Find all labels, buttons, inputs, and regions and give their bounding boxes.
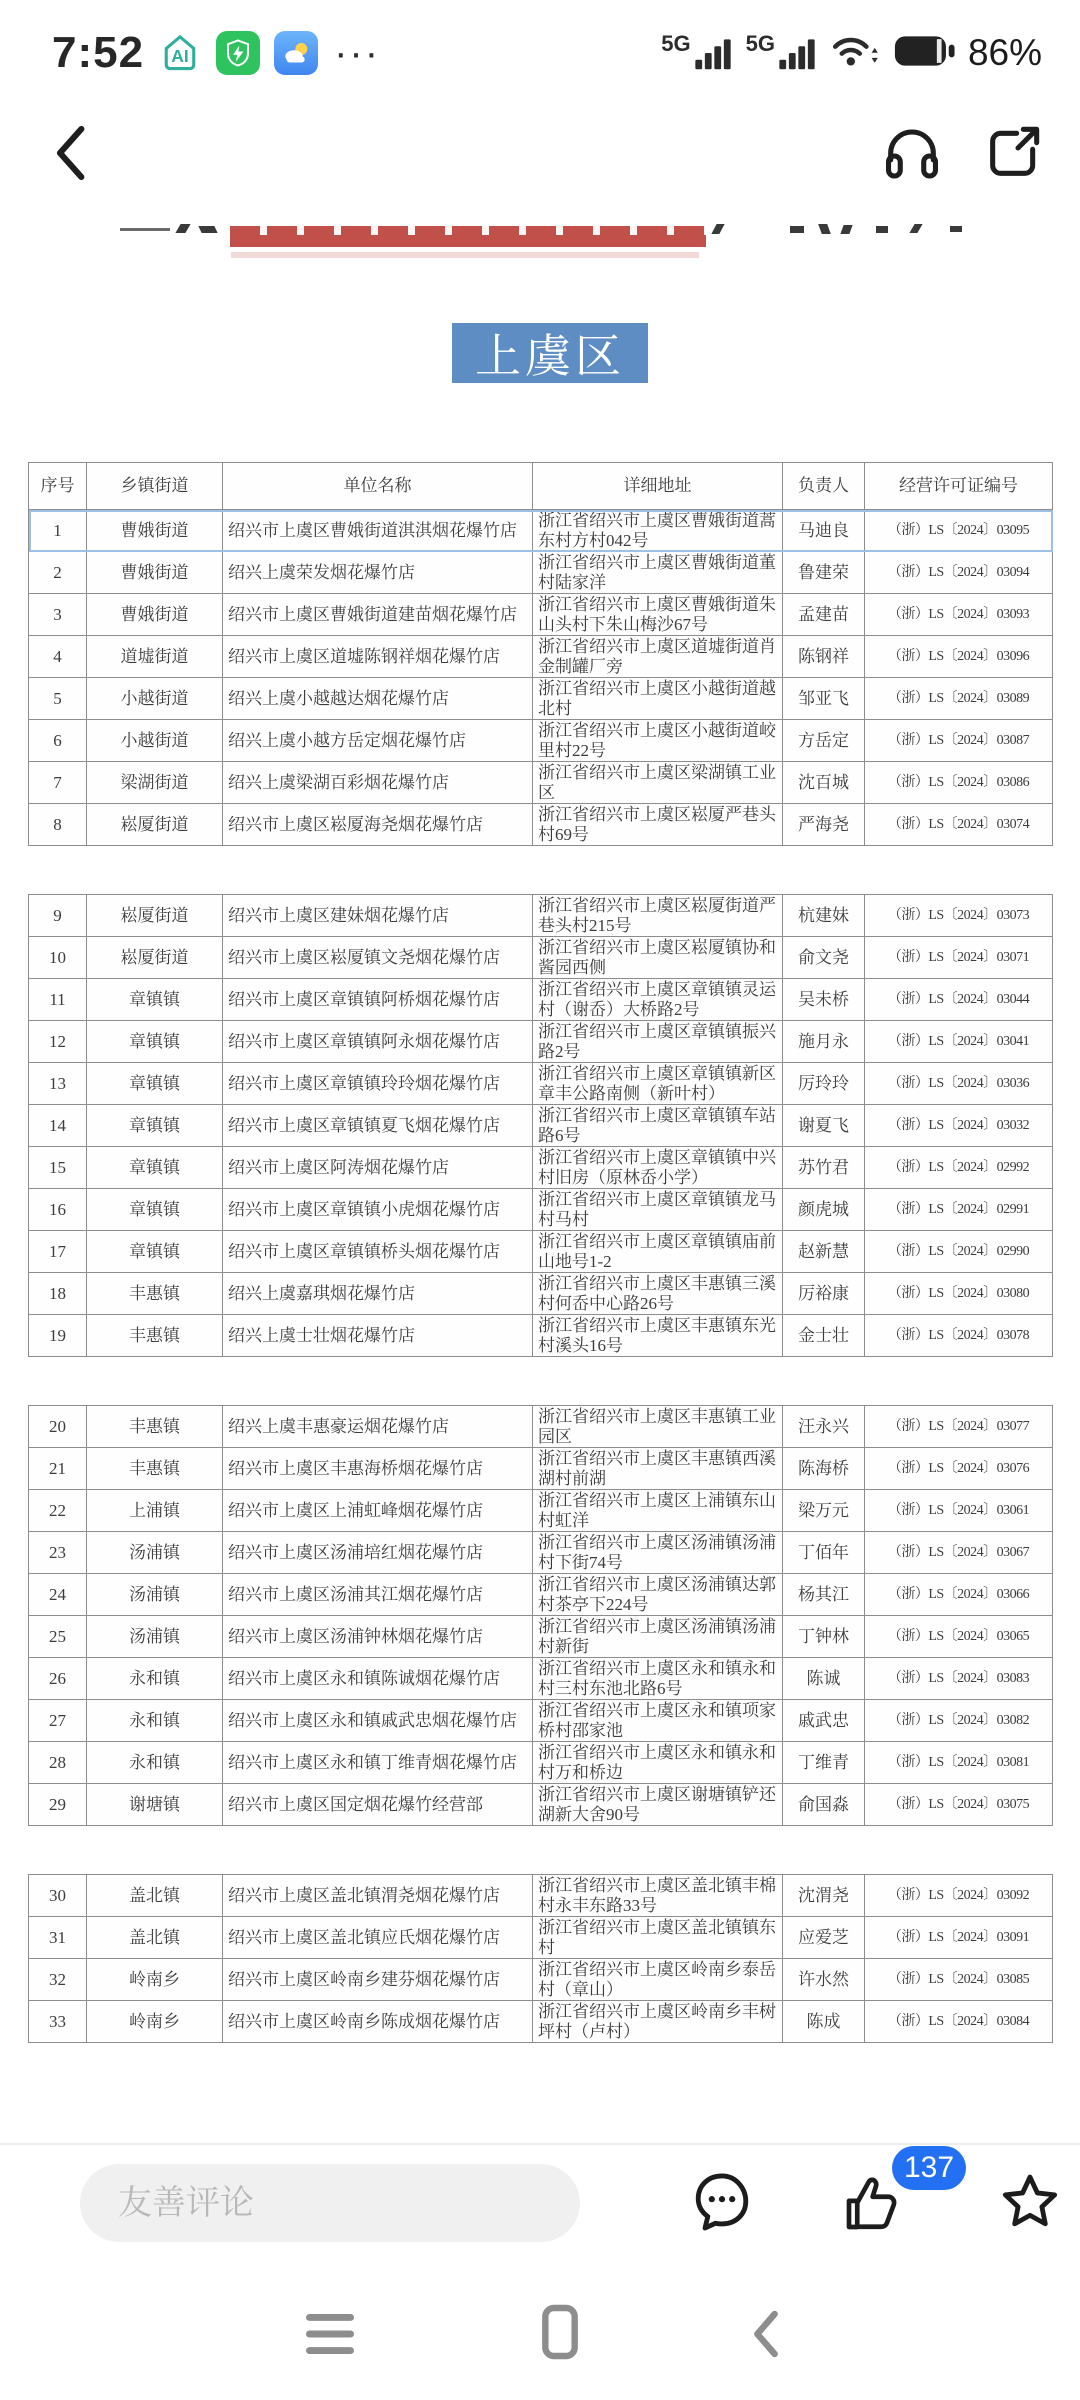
cell-address: 浙江省绍兴市上虞区岭南乡泰岳村（章山）	[533, 1959, 783, 2001]
cell-person: 鲁建荣	[783, 552, 865, 594]
cell-index: 10	[29, 937, 87, 979]
cell-name: 绍兴市上虞区汤浦其江烟花爆竹店	[223, 1574, 533, 1616]
cell-license: （浙）LS〔2024〕03081	[865, 1742, 1053, 1784]
cell-index: 5	[29, 678, 87, 720]
clipped-text-fragment	[840, 225, 852, 234]
table-row	[29, 762, 1053, 804]
cell-index: 11	[29, 979, 87, 1021]
recents-menu-icon[interactable]	[298, 2302, 362, 2366]
cell-town: 曹娥街道	[87, 552, 223, 594]
table-row	[29, 1105, 1053, 1147]
cell-license: （浙）LS〔2024〕03073	[865, 895, 1053, 937]
cell-index: 8	[29, 804, 87, 846]
table-row	[29, 2001, 1053, 2043]
cell-license: （浙）LS〔2024〕03083	[865, 1658, 1053, 1700]
cell-town: 曹娥街道	[87, 594, 223, 636]
cell-address: 浙江省绍兴市上虞区章镇镇龙马村马村	[533, 1189, 783, 1231]
cell-address: 浙江省绍兴市上虞区丰惠镇西溪湖村前湖	[533, 1448, 783, 1490]
cell-index: 4	[29, 636, 87, 678]
license-table-segment	[28, 1405, 1053, 1826]
cell-town: 丰惠镇	[87, 1406, 223, 1448]
table-row	[29, 804, 1053, 846]
cell-name: 绍兴市上虞区建妹烟花爆竹店	[223, 895, 533, 937]
share-icon[interactable]	[982, 120, 1046, 184]
cell-license: （浙）LS〔2024〕03065	[865, 1616, 1053, 1658]
cell-town: 汤浦镇	[87, 1532, 223, 1574]
cell-person: 马迪良	[783, 510, 865, 552]
cell-license: （浙）LS〔2024〕03067	[865, 1532, 1053, 1574]
clipped-headline	[0, 224, 1080, 264]
cell-name: 绍兴市上虞区永和镇陈诚烟花爆竹店	[223, 1658, 533, 1700]
cell-name: 绍兴市上虞区汤浦钟林烟花爆竹店	[223, 1616, 533, 1658]
cell-license: （浙）LS〔2024〕03077	[865, 1406, 1053, 1448]
cell-license: （浙）LS〔2024〕02990	[865, 1231, 1053, 1273]
cell-name: 绍兴市上虞区盖北镇应氏烟花爆竹店	[223, 1917, 533, 1959]
signal-sim1-icon: 5G	[661, 34, 733, 72]
cell-index: 20	[29, 1406, 87, 1448]
cell-index: 12	[29, 1021, 87, 1063]
cell-index: 19	[29, 1315, 87, 1357]
cell-address: 浙江省绍兴市上虞区永和镇永和村万和桥边	[533, 1742, 783, 1784]
cell-index: 3	[29, 594, 87, 636]
cell-address: 浙江省绍兴市上虞区章镇镇新区章丰公路南侧（新叶村）	[533, 1063, 783, 1105]
cell-town: 丰惠镇	[87, 1273, 223, 1315]
cell-name: 绍兴市上虞区章镇镇玲玲烟花爆竹店	[223, 1063, 533, 1105]
cell-person: 赵新慧	[783, 1231, 865, 1273]
comment-input[interactable]	[80, 2164, 580, 2242]
cell-index: 23	[29, 1532, 87, 1574]
cell-address: 浙江省绍兴市上虞区章镇镇振兴路2号	[533, 1021, 783, 1063]
cell-index: 7	[29, 762, 87, 804]
clock-time: 7:52	[52, 28, 145, 77]
system-nav-bar	[0, 2296, 1080, 2376]
ai-home-icon	[158, 31, 202, 75]
cell-town: 章镇镇	[87, 1021, 223, 1063]
cell-address: 浙江省绍兴市上虞区汤浦镇汤浦村新街	[533, 1616, 783, 1658]
cell-license: （浙）LS〔2024〕03076	[865, 1448, 1053, 1490]
cell-license: （浙）LS〔2024〕03041	[865, 1021, 1053, 1063]
license-table-segment	[28, 894, 1053, 1357]
cell-name: 绍兴市上虞区曹娥街道建苗烟花爆竹店	[223, 594, 533, 636]
cell-license: （浙）LS〔2024〕03066	[865, 1574, 1053, 1616]
weather-icon	[274, 31, 318, 75]
table-row	[29, 1406, 1053, 1448]
cell-name: 绍兴上虞小越越达烟花爆竹店	[223, 678, 533, 720]
cell-person: 陈诚	[783, 1658, 865, 1700]
cell-license: （浙）LS〔2024〕03082	[865, 1700, 1053, 1742]
cell-person: 颜虎城	[783, 1189, 865, 1231]
cell-name: 绍兴市上虞区阿涛烟花爆竹店	[223, 1147, 533, 1189]
cell-name: 绍兴市上虞区岭南乡建芬烟花爆竹店	[223, 1959, 533, 2001]
table-row	[29, 1315, 1053, 1357]
cell-address: 浙江省绍兴市上虞区曹娥街道董村陆家洋	[533, 552, 783, 594]
cell-license: （浙）LS〔2024〕03084	[865, 2001, 1053, 2043]
column-header-license: 经营许可证编号	[865, 463, 1053, 510]
column-header-index: 序号	[29, 463, 87, 510]
cell-person: 丁维青	[783, 1742, 865, 1784]
cell-person: 梁万元	[783, 1490, 865, 1532]
cell-index: 18	[29, 1273, 87, 1315]
cell-person: 陈海桥	[783, 1448, 865, 1490]
app-nav-bar	[0, 108, 1080, 198]
comment-input-pill[interactable]	[80, 2164, 580, 2242]
table-row	[29, 979, 1053, 1021]
cell-town: 崧厦街道	[87, 804, 223, 846]
cell-address: 浙江省绍兴市上虞区小越街道峧里村22号	[533, 720, 783, 762]
cell-license: （浙）LS〔2024〕03032	[865, 1105, 1053, 1147]
cell-index: 2	[29, 552, 87, 594]
cell-name: 绍兴上虞嘉琪烟花爆竹店	[223, 1273, 533, 1315]
cell-address: 浙江省绍兴市上虞区道墟街道肖金制罐厂旁	[533, 636, 783, 678]
cell-person: 沈百城	[783, 762, 865, 804]
cell-person: 吴未桥	[783, 979, 865, 1021]
cell-address: 浙江省绍兴市上虞区上浦镇东山村虹洋	[533, 1490, 783, 1532]
cell-name: 绍兴市上虞区章镇镇阿桥烟花爆竹店	[223, 979, 533, 1021]
table-row	[29, 1742, 1053, 1784]
table-row	[29, 1917, 1053, 1959]
clipped-text-fragment	[818, 224, 831, 234]
column-header-town: 乡镇街道	[87, 463, 223, 510]
clipped-text-fragment	[175, 224, 190, 233]
highlight-underline	[231, 252, 699, 258]
cell-address: 浙江省绍兴市上虞区章镇镇灵运村（谢岙）大桥路2号	[533, 979, 783, 1021]
cell-person: 杨其江	[783, 1574, 865, 1616]
cell-license: （浙）LS〔2024〕03061	[865, 1490, 1053, 1532]
cell-person: 厉裕康	[783, 1273, 865, 1315]
cell-name: 绍兴市上虞区章镇镇小虎烟花爆竹店	[223, 1189, 533, 1231]
cell-license: （浙）LS〔2024〕03078	[865, 1315, 1053, 1357]
cell-index: 13	[29, 1063, 87, 1105]
cell-person: 沈渭尧	[783, 1875, 865, 1917]
clipped-text-fragment	[876, 226, 888, 233]
column-header-name: 单位名称	[223, 463, 533, 510]
cell-index: 29	[29, 1784, 87, 1826]
cell-town: 永和镇	[87, 1700, 223, 1742]
cell-town: 盖北镇	[87, 1917, 223, 1959]
cell-license: （浙）LS〔2024〕03087	[865, 720, 1053, 762]
cell-person: 方岳定	[783, 720, 865, 762]
cell-address: 浙江省绍兴市上虞区永和镇永和村三村东池北路6号	[533, 1658, 783, 1700]
table-row	[29, 1616, 1053, 1658]
table-row	[29, 1490, 1053, 1532]
cell-name: 绍兴市上虞区章镇镇夏飞烟花爆竹店	[223, 1105, 533, 1147]
like-thumb-icon[interactable]	[838, 2172, 906, 2240]
clipped-text-fragment	[120, 228, 170, 231]
cell-town: 丰惠镇	[87, 1448, 223, 1490]
cell-address: 浙江省绍兴市上虞区丰惠镇工业园区	[533, 1406, 783, 1448]
table-row	[29, 1959, 1053, 2001]
like-count-badge: 137	[892, 2146, 966, 2190]
cell-index: 33	[29, 2001, 87, 2043]
signal-sim2-icon: 5G	[746, 34, 818, 72]
cell-name: 绍兴市上虞区道墟陈钢祥烟花爆竹店	[223, 636, 533, 678]
cell-town: 盖北镇	[87, 1875, 223, 1917]
ai-icon-label: AI	[171, 46, 189, 67]
clipped-text-fragment	[950, 226, 962, 232]
cell-town: 永和镇	[87, 1658, 223, 1700]
cell-license: （浙）LS〔2024〕02991	[865, 1189, 1053, 1231]
cell-license: （浙）LS〔2024〕03074	[865, 804, 1053, 846]
cell-license: （浙）LS〔2024〕03085	[865, 1959, 1053, 2001]
highlighted-text-remnant	[230, 226, 706, 247]
cell-name: 绍兴市上虞区永和镇戚武忠烟花爆竹店	[223, 1700, 533, 1742]
cell-license: （浙）LS〔2024〕03086	[865, 762, 1053, 804]
cell-town: 崧厦街道	[87, 937, 223, 979]
cell-license: （浙）LS〔2024〕03091	[865, 1917, 1053, 1959]
document-table	[28, 462, 1052, 2043]
cell-license: （浙）LS〔2024〕02992	[865, 1147, 1053, 1189]
battery-percent: 86%	[967, 32, 1042, 73]
cell-index: 28	[29, 1742, 87, 1784]
cell-person: 施月永	[783, 1021, 865, 1063]
cell-town: 梁湖街道	[87, 762, 223, 804]
cell-person: 俞文尧	[783, 937, 865, 979]
cell-person: 丁佰年	[783, 1532, 865, 1574]
cell-name: 绍兴上虞小越方岳定烟花爆竹店	[223, 720, 533, 762]
cell-index: 16	[29, 1189, 87, 1231]
cell-town: 丰惠镇	[87, 1315, 223, 1357]
cell-address: 浙江省绍兴市上虞区崧厦镇协和酱园西侧	[533, 937, 783, 979]
cell-town: 章镇镇	[87, 1189, 223, 1231]
cell-name: 绍兴市上虞区崧厦镇文尧烟花爆竹店	[223, 937, 533, 979]
home-icon[interactable]	[528, 2300, 592, 2364]
back-icon[interactable]	[40, 118, 104, 188]
clipped-text-fragment	[909, 224, 922, 233]
cell-name: 绍兴市上虞区曹娥街道淇淇烟花爆竹店	[223, 510, 533, 552]
cell-address: 浙江省绍兴市上虞区曹娥街道朱山头村下朱山梅沙67号	[533, 594, 783, 636]
table-row	[29, 1189, 1053, 1231]
cell-name: 绍兴上虞荣发烟花爆竹店	[223, 552, 533, 594]
cell-name: 绍兴上虞梁湖百彩烟花爆竹店	[223, 762, 533, 804]
clipped-text-fragment	[790, 226, 804, 233]
table-row	[29, 1658, 1053, 1700]
table-row	[29, 1875, 1053, 1917]
cell-name: 绍兴市上虞区岭南乡陈成烟花爆竹店	[223, 2001, 533, 2043]
cell-person: 杭建妹	[783, 895, 865, 937]
cell-town: 上浦镇	[87, 1490, 223, 1532]
cell-address: 浙江省绍兴市上虞区梁湖镇工业区	[533, 762, 783, 804]
license-table-segment	[28, 1874, 1053, 2043]
district-title: 上虞区	[452, 323, 648, 383]
cell-person: 陈钢祥	[783, 636, 865, 678]
cell-town: 汤浦镇	[87, 1574, 223, 1616]
cell-license: （浙）LS〔2024〕03075	[865, 1784, 1053, 1826]
cell-name: 绍兴市上虞区崧厦海尧烟花爆竹店	[223, 804, 533, 846]
cell-town: 谢塘镇	[87, 1784, 223, 1826]
cell-person: 谢夏飞	[783, 1105, 865, 1147]
cell-person: 邹亚飞	[783, 678, 865, 720]
cell-name: 绍兴市上虞区汤浦培红烟花爆竹店	[223, 1532, 533, 1574]
column-header-person: 负责人	[783, 463, 865, 510]
cell-person: 苏竹君	[783, 1147, 865, 1189]
cell-person: 俞国淼	[783, 1784, 865, 1826]
cell-town: 汤浦镇	[87, 1616, 223, 1658]
cell-license: （浙）LS〔2024〕03071	[865, 937, 1053, 979]
cell-person: 许水然	[783, 1959, 865, 2001]
cell-address: 浙江省绍兴市上虞区崧厦严巷头村69号	[533, 804, 783, 846]
cell-license: （浙）LS〔2024〕03080	[865, 1273, 1053, 1315]
cell-index: 9	[29, 895, 87, 937]
table-row	[29, 1147, 1053, 1189]
cell-name: 绍兴市上虞区国定烟花爆竹经营部	[223, 1784, 533, 1826]
cell-town: 道墟街道	[87, 636, 223, 678]
cell-index: 26	[29, 1658, 87, 1700]
cell-address: 浙江省绍兴市上虞区丰惠镇东光村溪头16号	[533, 1315, 783, 1357]
cell-name: 绍兴上虞丰惠豪运烟花爆竹店	[223, 1406, 533, 1448]
cell-index: 14	[29, 1105, 87, 1147]
cell-index: 32	[29, 1959, 87, 2001]
cell-license: （浙）LS〔2024〕03092	[865, 1875, 1053, 1917]
cell-name: 绍兴市上虞区盖北镇渭尧烟花爆竹店	[223, 1875, 533, 1917]
cell-name: 绍兴市上虞区章镇镇阿永烟花爆竹店	[223, 1021, 533, 1063]
table-row	[29, 1021, 1053, 1063]
table-row	[29, 1784, 1053, 1826]
cell-address: 浙江省绍兴市上虞区章镇镇庙前山地号1-2	[533, 1231, 783, 1273]
wifi-icon	[830, 30, 882, 77]
cell-address: 浙江省绍兴市上虞区章镇镇中兴村旧房（原林岙小学）	[533, 1147, 783, 1189]
cell-town: 小越街道	[87, 678, 223, 720]
table-row	[29, 636, 1053, 678]
cell-index: 15	[29, 1147, 87, 1189]
table-row	[29, 1231, 1053, 1273]
cell-person: 丁钟林	[783, 1616, 865, 1658]
cell-index: 31	[29, 1917, 87, 1959]
battery-icon	[894, 34, 956, 73]
cell-town: 曹娥街道	[87, 510, 223, 552]
cell-person: 陈成	[783, 2001, 865, 2043]
table-row	[29, 1063, 1053, 1105]
table-row	[29, 1532, 1053, 1574]
table-row	[29, 510, 1053, 552]
battery-saver-icon	[216, 31, 260, 75]
more-status-icon: ···	[334, 31, 381, 75]
cell-index: 1	[29, 510, 87, 552]
cell-address: 浙江省绍兴市上虞区盖北镇丰棉村永丰东路33号	[533, 1875, 783, 1917]
cell-index: 24	[29, 1574, 87, 1616]
table-row	[29, 594, 1053, 636]
cell-address: 浙江省绍兴市上虞区岭南乡丰树坪村（卢村）	[533, 2001, 783, 2043]
table-row	[29, 1574, 1053, 1616]
table-row	[29, 720, 1053, 762]
cell-index: 6	[29, 720, 87, 762]
listen-headphones-icon[interactable]	[880, 120, 944, 184]
cell-town: 岭南乡	[87, 2001, 223, 2043]
cell-address: 浙江省绍兴市上虞区汤浦镇汤浦村下街74号	[533, 1532, 783, 1574]
cell-town: 章镇镇	[87, 979, 223, 1021]
clipped-text-fragment	[711, 224, 724, 234]
cell-town: 章镇镇	[87, 1105, 223, 1147]
divider	[0, 2143, 1080, 2145]
cell-person: 孟建苗	[783, 594, 865, 636]
cell-license: （浙）LS〔2024〕03093	[865, 594, 1053, 636]
cell-index: 22	[29, 1490, 87, 1532]
cell-license: （浙）LS〔2024〕03044	[865, 979, 1053, 1021]
cell-address: 浙江省绍兴市上虞区曹娥街道蒿东村方村042号	[533, 510, 783, 552]
cell-index: 30	[29, 1875, 87, 1917]
clipped-text-fragment	[198, 226, 217, 233]
cell-license: （浙）LS〔2024〕03095	[865, 510, 1053, 552]
cell-name: 绍兴市上虞区永和镇丁维青烟花爆竹店	[223, 1742, 533, 1784]
cell-index: 25	[29, 1616, 87, 1658]
cell-address: 浙江省绍兴市上虞区谢塘镇铲还湖新大舍90号	[533, 1784, 783, 1826]
status-bar	[0, 0, 1080, 92]
cell-name: 绍兴市上虞区丰惠海桥烟花爆竹店	[223, 1448, 533, 1490]
cell-town: 小越街道	[87, 720, 223, 762]
cell-person: 严海尧	[783, 804, 865, 846]
table-row	[29, 1700, 1053, 1742]
cell-license: （浙）LS〔2024〕03094	[865, 552, 1053, 594]
cell-town: 章镇镇	[87, 1063, 223, 1105]
cell-name: 绍兴市上虞区上浦虹峰烟花爆竹店	[223, 1490, 533, 1532]
cell-person: 戚武忠	[783, 1700, 865, 1742]
cell-person: 金士壮	[783, 1315, 865, 1357]
cell-index: 27	[29, 1700, 87, 1742]
table-row	[29, 552, 1053, 594]
table-row	[29, 1273, 1053, 1315]
cell-person: 应爱芝	[783, 1917, 865, 1959]
cell-person: 厉玲玲	[783, 1063, 865, 1105]
cell-person: 汪永兴	[783, 1406, 865, 1448]
cell-address: 浙江省绍兴市上虞区盖北镇镇东村	[533, 1917, 783, 1959]
favorite-star-icon[interactable]	[996, 2168, 1064, 2236]
cell-address: 浙江省绍兴市上虞区崧厦街道严巷头村215号	[533, 895, 783, 937]
cell-license: （浙）LS〔2024〕03096	[865, 636, 1053, 678]
cell-license: （浙）LS〔2024〕03089	[865, 678, 1053, 720]
cell-index: 21	[29, 1448, 87, 1490]
column-header-address: 详细地址	[533, 463, 783, 510]
cell-address: 浙江省绍兴市上虞区丰惠镇三溪村何岙中心路26号	[533, 1273, 783, 1315]
table-row	[29, 678, 1053, 720]
table-row	[29, 937, 1053, 979]
cell-town: 章镇镇	[87, 1147, 223, 1189]
cell-town: 崧厦街道	[87, 895, 223, 937]
cell-name: 绍兴市上虞区章镇镇桥头烟花爆竹店	[223, 1231, 533, 1273]
cell-address: 浙江省绍兴市上虞区永和镇项家桥村邵家池	[533, 1700, 783, 1742]
cell-name: 绍兴上虞士壮烟花爆竹店	[223, 1315, 533, 1357]
system-back-icon[interactable]	[736, 2302, 800, 2366]
cell-license: （浙）LS〔2024〕03036	[865, 1063, 1053, 1105]
table-row	[29, 1448, 1053, 1490]
cell-town: 永和镇	[87, 1742, 223, 1784]
cell-address: 浙江省绍兴市上虞区汤浦镇达郭村茶亭下224号	[533, 1574, 783, 1616]
table-row	[29, 895, 1053, 937]
cell-address: 浙江省绍兴市上虞区章镇镇车站路6号	[533, 1105, 783, 1147]
cell-address: 浙江省绍兴市上虞区小越街道越北村	[533, 678, 783, 720]
cell-town: 章镇镇	[87, 1231, 223, 1273]
license-table-segment	[28, 462, 1053, 846]
cell-index: 17	[29, 1231, 87, 1273]
table-header-row	[29, 463, 1053, 510]
cell-town: 岭南乡	[87, 1959, 223, 2001]
comments-icon[interactable]	[688, 2168, 756, 2236]
